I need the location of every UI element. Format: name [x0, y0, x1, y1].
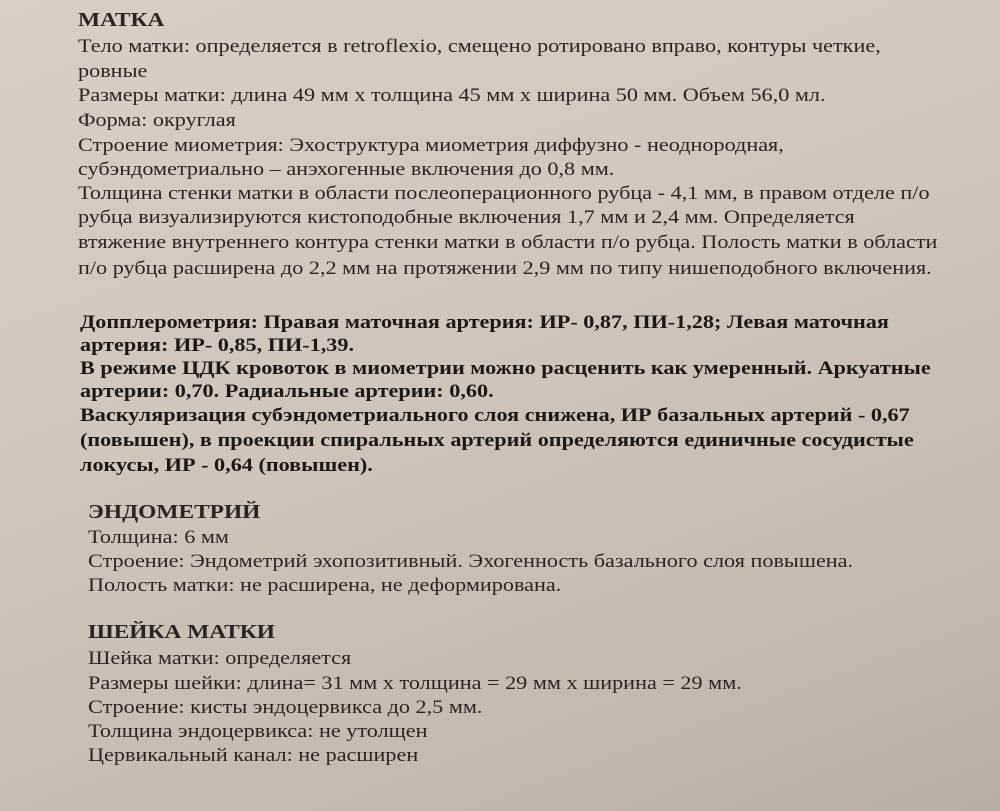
text-line: Строение: Эндометрий эхопозитивный. Эхогенность базального слоя повышена. — [88, 552, 854, 572]
section-title-cervix: ШЕЙКА МАТКИ — [88, 622, 275, 643]
text-line: ровные — [78, 62, 148, 82]
text-line: Цервикальный канал: не расширен — [88, 746, 419, 766]
text-line: В режиме ЦДК кровоток в миометрии можно расценить как умеренный. Аркуатные — [80, 359, 931, 379]
text-line: Полость матки: не расширена, не деформирована. — [88, 576, 562, 596]
text-line: Строение миометрия: Эхоструктура миометрия диффузно - неоднородная, — [78, 136, 784, 156]
text-line: Толщина: 6 мм — [88, 528, 229, 548]
text-line: артерии: 0,70. Радиальные артерии: 0,60. — [80, 382, 494, 402]
text-line: Толщина эндоцервикса: не утолщен — [88, 722, 428, 742]
text-line: Форма: округлая — [78, 111, 236, 131]
text-line: рубца визуализируются кистоподобные включения 1,7 мм и 2,4 мм. Определяется — [78, 208, 855, 228]
text-line: Шейка матки: определяется — [88, 649, 352, 669]
text-line: локусы, ИР - 0,64 (повышен). — [80, 456, 373, 476]
text-line: субэндометриально – анэхогенные включения до 0,8 мм. — [78, 160, 615, 180]
text-line: Размеры матки: длина 49 мм х толщина 45 мм х ширина 50 мм. Объем 56,0 мл. — [78, 86, 826, 106]
section-title-uterus: МАТКА — [78, 10, 165, 31]
text-line: Васкуляризация субэндометриального слоя снижена, ИР базальных артерий - 0,67 — [80, 406, 910, 426]
text-line: Строение: кисты эндоцервикса до 2,5 мм. — [88, 698, 483, 718]
text-line: Допплерометрия: Правая маточная артерия: ИР- 0,87, ПИ-1,28; Левая маточная — [80, 313, 889, 333]
section-title-endometrium: ЭНДОМЕТРИЙ — [88, 502, 261, 523]
text-line: п/о рубца расширена до 2,2 мм на протяжении 2,9 мм по типу нишеподобного включения. — [78, 259, 932, 279]
text-line: (повышен), в проекции спиральных артерий определяются единичные сосудистые — [80, 431, 914, 451]
text-line: Тело матки: определяется в retroflexio, смещено ротировано вправо, контуры четкие, — [78, 37, 881, 57]
text-line: артерия: ИР- 0,85, ПИ-1,39. — [80, 336, 355, 356]
text-line: втяжение внутреннего контура стенки матки в области п/о рубца. Полость матки в области — [78, 233, 938, 253]
text-line: Толщина стенки матки в области послеоперационного рубца - 4,1 мм, в правом отделе п/о — [78, 184, 930, 204]
text-line: Размеры шейки: длина= 31 мм х толщина = 29 мм х ширина = 29 мм. — [88, 674, 742, 694]
